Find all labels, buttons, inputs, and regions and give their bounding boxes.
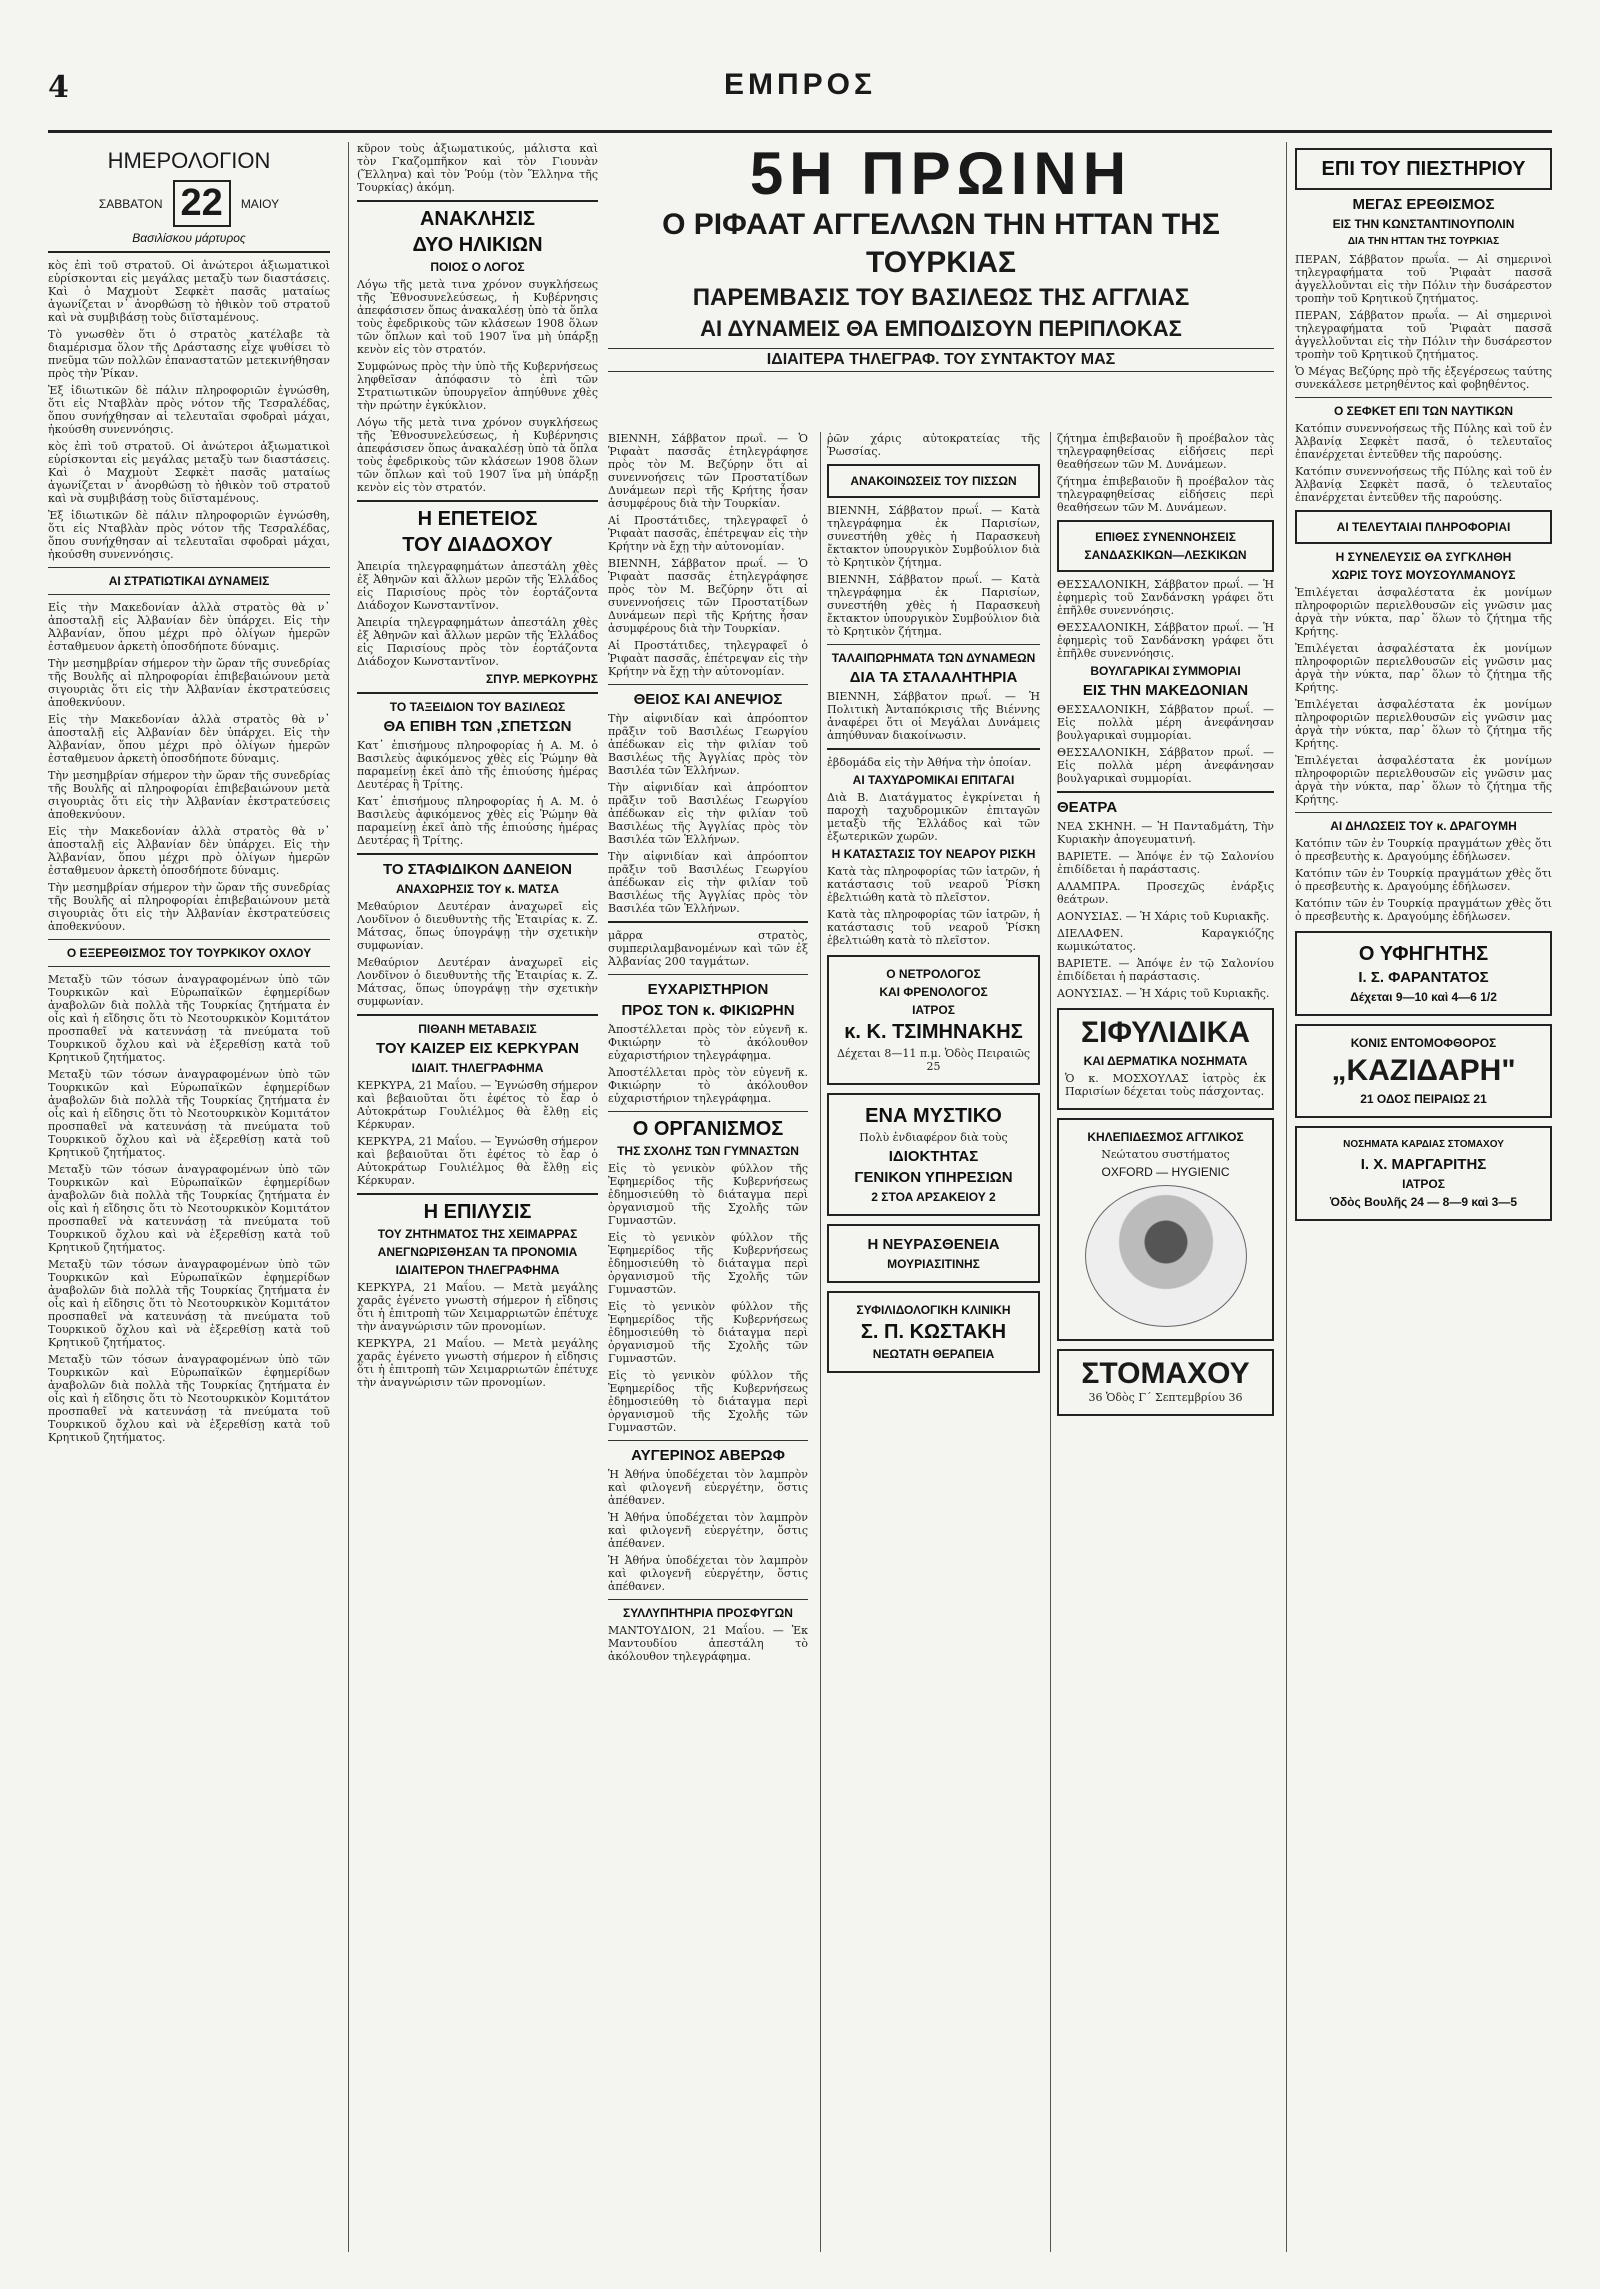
main-headline-4: ΑΙ ΔΥΝΑΜΕΙΣ ΘΑ ΕΜΠΟΔΙΣΟΥΝ ΠΕΡΙΠΛΟΚΑΣ [700,316,1182,341]
subheadline: ΙΔΙΑΙΤΕΡΟΝ ΤΗΛΕΓΡΑΦΗΜΑ [395,1263,560,1277]
column-3 [608,432,808,2252]
subheadline: ΤΗΣ ΣΧΟΛΗΣ ΤΩΝ ΓΥΜΝΑΣΤΩΝ [617,1144,799,1158]
article-text: ΒΙΕΝΝΗ, Σάββατον πρωΐ. — Κατὰ τηλεγράφημα ἐκ Παρισίων, συνεστήθη χθὲς ἡ Παρασκευὴ ἔκτακτον ὑπουργικὸν Συμβούλιον διὰ τὸ Κρητικὸν ζήτημα. [827,504,1040,569]
headline: ΜΕΓΑΣ ΕΡΕΘΙΣΜΟΣ [1352,196,1495,213]
article-text: Ἀποστέλλεται πρὸς τὸν εὐγενῆ κ. Φικιώρην τὸ ἀκόλουθον εὐχαριστήριον τηλεγράφημα. [608,1023,808,1062]
subheadline: ΔΙΑ ΤΗΝ ΗΤΤΑΝ ΤΗΣ ΤΟΥΡΚΙΑΣ [1347,236,1500,247]
headline: ΣΑΝΔΑΣΚΙΚΩΝ—ΛΕΣΚΙΚΩΝ [1084,548,1247,562]
article-text: ΝΕΑ ΣΚΗΝΗ. — Ἡ Πανταδμάτη, Τὴν Κυριακὴν ἀπογευματινή. [1057,820,1274,846]
headline: ΕΥΧΑΡΙΣΤΗΡΙΟΝ [647,981,769,998]
article-text: Ἀποστέλλεται πρὸς τὸν εὐγενῆ κ. Φικιώρην τὸ ἀκόλουθον εὐχαριστήριον τηλεγράφημα. [608,1066,808,1105]
main-headline-2: Ο ΡΙΦΑΑΤ ΑΓΓΕΛΛΩΝ ΤΗΝ ΗΤΤΑΝ ΤΗΣ ΤΟΥΡΚΙΑΣ [662,208,1220,279]
headline: ΤΟΥ ΚΑΙΖΕΡ ΕΙΣ ΚΕΡΚΥΡΑΝ [375,1040,580,1057]
calendar-title: ΗΜΕΡΟΛΟΓΙΟΝ [107,148,271,173]
ad-name: Ι. Σ. ΦΑΡΑΝΤΑΤΟΣ [1358,969,1489,986]
headline: ΑΝΑΚΛΗΣΙΣ [419,208,536,230]
article-text: Κατ᾿ ἐπισήμους πληροφορίας ἡ Α. Μ. ὁ Βασιλεὺς ἀφικόμενος χθὲς εἰς Ῥώμην θὰ παραμείνῃ ἐκεῖ ἀπὸ τῆς ἐπιούσης ἡμέρας Δευτέρας ἢ Τρίτης. [357,739,598,791]
ad-line: ΝΕΩΤΑΤΗ ΘΕΡΑΠΕΙΑ [872,1347,995,1361]
ad-title: Η ΝΕΥΡΑΣΘΕΝΕΙΑ [867,1236,1000,1253]
headline: ΔΥΟ ΗΛΙΚΙΩΝ [412,234,543,256]
article-text: ΑΟΝΥΣΙΑΣ. — Ἡ Χάρις τοῦ Κυριακῆς. [1057,987,1270,1000]
article-text: Κατόπιν τῶν ἐν Τουρκίᾳ πραγμάτων χθὲς ὅτι ὁ πρεσβευτὴς κ. Δραγούμης ἐδήλωσεν. [1295,837,1552,863]
ad-syphilis [1057,1008,1274,1110]
article-text: Ἐπιλέγεται ἀσφαλέστατα ἐκ μονίμων πληροφοριῶν περιελθουσῶν εἰς γνῶσιν μας ἀργὰ τὴν νύκτα, παρ᾿ ὅλων τὸ ζήτημα τῆς Κρήτης. [1295,586,1552,638]
section-heading: ΑΙ ΣΤΡΑΤΙΩΤΙΚΑΙ ΔΥΝΑΜΕΙΣ [108,574,270,588]
article-text: μᾶρρα στρατὸς, συμπεριλαμβανομένων καὶ τῶν ἐξ Ἀλβανίας 200 ταγμάτων. [608,929,808,968]
article-text: ΒΙΕΝΝΗ, Σάββατον πρωΐ. — Ὁ Ῥιφαὰτ πασσᾶς ἐτηλεγράφησε πρὸς τὸν Μ. Βεζύρην ὅτι αἱ συνεννοήσεις τῶν Προστατίδων Δυνάμεων περὶ τῆς Κρήτης ἦσαν ἀσυμφέρους διὰ τὴν Τουρκίαν. [608,557,808,635]
article-text: Εἰς τὸ γενικὸν φύλλον τῆς Ἐφημερίδος τῆς Κυβερνήσεως ἐδημοσιεύθη τὸ διάταγμα περὶ ὀργανισμοῦ τῆς Σχολῆς τῶν Γυμναστῶν. [608,1162,808,1227]
article-text: Τὴν μεσημβρίαν σήμερον τὴν ὥραν τῆς συνεδρίας τῆς Βουλῆς αἱ πληροφορίαι ἐπιβεβαιώνουν μετὰ σιγουριὰς ὅτι εἰς τὴν Ἀλβανίαν ἐκστρατεύσεις ἀποθεκνύουν. [48,881,330,933]
article-text: ῥῶν χάρις αὐτοκρατείας τῆς Ῥωσσίας. [827,432,1040,458]
paper-name: ΕΜΠΡΟΣ [723,68,876,101]
article-text: ΔΙΕΛΑΦΕΝ. Καραγκιόζης κωμικώτατος. [1057,927,1274,953]
article-text: Εἰς τὸ γενικὸν φύλλον τῆς Ἐφημερίδος τῆς Κυβερνήσεως ἐδημοσιεύθη τὸ διάταγμα περὶ ὀργανισμοῦ τῆς Σχολῆς τῶν Γυμναστῶν. [608,1231,808,1296]
article-text: Μεθαύριον Δευτέραν ἀναχωρεῖ εἰς Λονδῖνον ὁ διευθυντὴς τῆς Ἑταιρίας κ. Ζ. Μάτσας, ὅπως ὑπογράψῃ τὴν σχετικὴν συμφωνίαν. [357,900,598,952]
article-text: ΚΕΡΚΥΡΑ, 21 Μαΐου. — Ἐγνώσθη σήμερον καὶ βεβαιοῦται ὅτι ἐφέτος τὸ ἔαρ ὁ Αὐτοκράτωρ Γουλιέλμος θὰ ἔλθῃ εἰς Κέρκυραν. [357,1079,598,1131]
article-text: Εἰς τὴν Μακεδονίαν ἀλλὰ στρατὸς θὰ ν᾿ ἀποσταλῇ εἰς Ἀλβανίαν δὲν ὑπάρχει. Εἰς τὴν Ἀλβανίαν, ὅπου μέχρι πρὸ ὀλίγων ἡμερῶν ἐσταθμευον ἀρκετὴ ὀποσδήποτε δύναμις. [48,713,330,765]
article-text: Ἀπειρία τηλεγραφημάτων ἀπεστάλη χθὲς ἐξ Ἀθηνῶν καὶ ἄλλων μερῶν τῆς Ἑλλάδος εἰς Παρισίους πρὸς τὸν ἑορτάζοντα Διάδοχον Κωνσταντῖνον. [357,616,598,668]
article-text: Κατόπιν τῶν ἐν Τουρκίᾳ πραγμάτων χθὲς ὅτι ὁ πρεσβευτὴς κ. Δραγούμης ἐδήλωσεν. [1295,897,1552,923]
headline: ΑΙ ΤΕΛΕΥΤΑΙΑΙ ΠΛΗΡΟΦΟΡΙΑΙ [1336,520,1511,534]
ad-line: ΚΑΙ ΔΕΡΜΑΤΙΚΑ ΝΟΣΗΜΑΤΑ [1083,1054,1248,1068]
article-text: Μεταξὺ τῶν τόσων ἀναγραφομένων ὑπὸ τῶν Τουρκικῶν καὶ Εὐρωπαϊκῶν ἐφημερίδων ἀναβολῶν διὰ πολλὰ τῆς Τουρκίας ζητήματα ἐν οἷς καὶ ἡ εἴδησις ὅτι τὸ Νεοτουρκικὸν Κομιτάτον προσπαθεῖ νὰ κατευνάσῃ τὰ πνεύματα τοῦ Τουρκικοῦ ὄχλου καὶ νὰ ἐξερεθίσῃ κατὰ τοῦ Κρητικοῦ ζητήματος. [48,973,330,1064]
ad-name: Ι. Χ. ΜΑΡΓΑΡΙΤΗΣ [1360,1156,1487,1173]
ad-line: ΜΟΥΡΙΑΣΙΤΙΝΗΣ [887,1257,980,1271]
headline: ΕΠΙ ΤΟΥ ΠΙΕΣΤΗΡΙΟΥ [1321,158,1526,180]
ad-line: ΣΥΦΙΛΙΔΟΛΟΓΙΚΗ ΚΛΙΝΙΚΗ [856,1303,1011,1317]
ad-line: Δέχεται 8—11 π.μ. Ὁδὸς Πειραιῶς 25 [837,1047,1030,1073]
article-text: Ἡ Ἀθήνα ὑποδέχεται τὸν λαμπρὸν καὶ φιλογενῆ εὐεργέτην, ὅστις ἀπέθανεν. [608,1468,808,1507]
headline: Ο ΟΡΓΑΝΙΣΜΟΣ [632,1118,784,1140]
article-text: ΒΑΡΙΕΤΕ. — Ἀπόψε ἐν τῷ Σαλονίου ἐπιδίδεται ἡ παράστασις. [1057,850,1274,876]
ad-title: Ο ΥΦΗΓΗΤΗΣ [1358,943,1489,965]
ad-title: ΣΤΟΜΑΧΟΥ [1081,1357,1250,1390]
article-text: Ἡ Ἀθήνα ὑποδέχεται τὸν λαμπρὸν καὶ φιλογενῆ εὐεργέτην, ὅστις ἀπέθανεν. [608,1511,808,1550]
headline: ΔΙΑ ΤΑ ΣΤΑΛΑΛΗΤΗΡΙΑ [849,669,1018,686]
headline: Η ΚΑΤΑΣΤΑΣΙΣ ΤΟΥ ΝΕΑΡΟΥ ΡΙΣΚΗ [831,847,1036,861]
article-text: Μεθαύριον Δευτέραν ἀναχωρεῖ εἰς Λονδῖνον ὁ διευθυντὴς τῆς Ἑταιρίας κ. Ζ. Μάτσας, ὅπως ὑπογράψῃ τὴν σχετικὴν συμφωνίαν. [357,956,598,1008]
headline: ΒΟΥΛΓΑΡΙΚΑΙ ΣΥΜΜΟΡΙΑΙ [1090,664,1241,678]
subheadline: ΑΝΑΧΩΡΗΣΙΣ ΤΟΥ κ. ΜΑΤΣΑ [395,882,560,896]
article-text: Κατόπιν συνεννοήσεως τῆς Πύλης καὶ τοῦ ἐν Ἀλβανίᾳ Σεφκὲτ πασᾶ, ὁ τελευταῖος ἐπανέρχεται ἐντεῦθεν τῆς παρούσης. [1295,465,1552,504]
headline: ΤΟΥ ΖΗΤΗΜΑΤΟΣ ΤΗΣ ΧΕΙΜΑΡΡΑΣ [377,1227,578,1241]
article-text: Εἰς τὸ γενικὸν φύλλον τῆς Ἐφημερίδος τῆς Κυβερνήσεως ἐδημοσιεύθη τὸ διάταγμα περὶ ὀργανισμοῦ τῆς Σχολῆς τῶν Γυμναστῶν. [608,1369,808,1434]
article-text: Κατὰ τὰς πληροφορίας τῶν ἰατρῶν, ἡ κατάστασις τοῦ νεαροῦ Ῥίσκη ἐβελτιώθη κατὰ τὸ πλεῖστον. [827,908,1040,947]
article-text: ΘΕΣΣΑΛΟΝΙΚΗ, Σάββατον πρωΐ. — Εἰς πολλὰ μέρη ἀνεφάνησαν βουλγαρικαὶ συμμορίαι. [1057,703,1274,742]
article-text: ΒΙΕΝΝΗ, Σάββατον πρωΐ. — Ὁ Ῥιφαὰτ πασσᾶς ἐτηλεγράφησε πρὸς τὸν Μ. Βεζύρην ὅτι αἱ συνεννοήσεις τῶν Προστατίδων Δυνάμεων περὶ τῆς Κρήτης ἦσαν ἀσυμφέρους διὰ τὴν Τουρκίαν. [608,432,808,510]
article-text: κῦρον τοὺς ἀξιωματικούς, μάλιστα καὶ τὸν Γκαζομπῆκον καὶ τὸν Γιουνὰν (Ἕλληνα) καὶ τὸν Ῥούμ (τὸν Ἕλληνα τῆς Τουρκίας) ἀκόμη. [357,142,598,194]
article-text: ἐβδομάδα εἰς τὴν Ἀθήνα τὴν ὁποίαν. [827,756,1032,769]
article-text: ΠΕΡΑΝ, Σάββατον πρωΐα. — Αἱ σημερινοὶ τηλεγραφήματα τοῦ Ῥιφαὰτ πασσᾶ ἀγγελλοῦνται εἰς τὴν Πόλιν τὴν δυσάρεστον τροπὴν τοῦ Κρητικοῦ ζητήματος. [1295,253,1552,305]
headline: ΕΙΣ ΤΗΝ ΜΑΚΕΔΟΝΙΑΝ [1082,682,1249,699]
ad-title: „ΚΑΖΙΔΑΡΗ" [1331,1054,1516,1087]
ad-title: Σ. Π. ΚΩΣΤΑΚΗ [860,1321,1007,1343]
main-headline-5: ΙΔΙΑΙΤΕΡΑ ΤΗΛΕΓΡΑΦ. ΤΟΥ ΣΥΝΤΑΚΤΟΥ ΜΑΣ [608,348,1274,372]
headline: ΑΙ ΔΗΛΩΣΕΙΣ ΤΟΥ κ. ΔΡΑΓΟΥΜΗ [1330,819,1517,833]
column-2 [348,142,598,2252]
calendar-month: ΜΑΙΟΥ [240,196,280,211]
article-text: Μεταξὺ τῶν τόσων ἀναγραφομένων ὑπὸ τῶν Τουρκικῶν καὶ Εὐρωπαϊκῶν ἐφημερίδων ἀναβολῶν διὰ πολλὰ τῆς Τουρκίας ζητήματα ἐν οἷς καὶ ἡ εἴδησις ὅτι τὸ Νεοτουρκικὸν Κομιτάτον προσπαθεῖ νὰ κατευνάσῃ τὰ πνεύματα τοῦ Τουρκικοῦ ὄχλου καὶ νὰ ἐξερεθίσῃ κατὰ τοῦ Κρητικοῦ ζητήματος. [48,1068,330,1159]
article-text: Ἐξ ἰδιωτικῶν δὲ πάλιν πληροφοριῶν ἐγνώσθη, ὅτι εἰς Νταβλὰν πρὸς νότον τῆς Τεσραλέδας, ὅπου συνήχθησαν αἱ τελευταῖαι σφοδραὶ μάχαι, ἠκούσθη συνεννόησις. [48,384,330,436]
article-text: ΘΕΣΣΑΛΟΝΙΚΗ, Σάββατον πρωΐ. — Ἡ ἐφημερὶς τοῦ Σανδάνσκη γράφει ὅτι ἐπῆλθε συνεννόησις. [1057,621,1274,660]
main-headline-block [608,142,1274,422]
ad-line: ΙΑΤΡΟΣ [912,1003,955,1017]
ad-line: ΓΕΝΙΚΟΝ ΥΠΗΡΕΣΙΩΝ [854,1169,1013,1186]
ad-insect-powder [1295,1024,1552,1118]
main-headline-3: ΠΑΡΕΜΒΑΣΙΣ ΤΟΥ ΒΑΣΙΛΕΩΣ ΤΗΣ ΑΓΓΛΙΑΣ [692,284,1190,311]
ad-truss [1057,1118,1274,1341]
article-text: Τὴν αἰφνιδίαν καὶ ἀπρόοπτον πρᾶξιν τοῦ Βασιλέως Γεωργίου ἀπέδωκαν εἰς τὴν φιλίαν τοῦ Βασιλέως τῆς Ἀγγλίας πρὸς τὸν Βασιλέα τῶν Ἑλλήνων. [608,712,808,777]
ad-stomach [1057,1349,1274,1416]
article-text: Αἱ Προστάτιδες, τηλεγραφεῖ ὁ Ῥιφαὰτ πασσᾶς, ἐπέτρεψαν εἰς τὴν Κρήτην νὰ ἔχῃ τὴν αὐτονομίαν. [608,514,808,553]
article-text: Τὴν αἰφνιδίαν καὶ ἀπρόοπτον πρᾶξιν τοῦ Βασιλέως Γεωργίου ἀπέδωκαν εἰς τὴν φιλίαν τοῦ Βασιλέως τῆς Ἀγγλίας πρὸς τὸν Βασιλέα τῶν Ἑλλήνων. [608,781,808,846]
ad-line: Δέχεται 9—10 καὶ 4—6 1/2 [1350,990,1497,1004]
ad-lecturer [1295,931,1552,1016]
article-text: κὸς ἐπὶ τοῦ στρατοῦ. Οἱ ἀνώτεροι ἀξιωματικοὶ εὑρίσκονται εἰς μεγάλας μεταξὺ των διαστάσεις. Καὶ ὁ Μαχμοὺτ Σεφκὲτ πασᾶς ματαίως ἀγωνίζεται ν᾿ ἀνορθώσῃ τὸ ἠθικὸν τοῦ στρατοῦ καὶ νὰ συμβιβάσῃ τοὺς διϊσταμένους. [48,259,330,324]
ad-text: Ὁ κ. ΜΟΣΧΟΥΛΑΣ ἰατρὸς ἐκ Παρισίων δέχεται τοὺς πάσχοντας. [1065,1072,1266,1098]
headline: ΧΩΡΙΣ ΤΟΥΣ ΜΟΥΣΟΥΛΜΑΝΟΥΣ [1331,568,1516,582]
article-text: Ἡ Ἀθήνα ὑποδέχεται τὸν λαμπρὸν καὶ φιλογενῆ εὐεργέτην, ὅστις ἀπέθανεν. [608,1554,808,1593]
article-text: Μεταξὺ τῶν τόσων ἀναγραφομένων ὑπὸ τῶν Τουρκικῶν καὶ Εὐρωπαϊκῶν ἐφημερίδων ἀναβολῶν διὰ πολλὰ τῆς Τουρκίας ζητήματα ἐν οἷς καὶ ἡ εἴδησις ὅτι τὸ Νεοτουρκικὸν Κομιτάτον προσπαθεῖ νὰ κατευνάσῃ τὰ πνεύματα τοῦ Τουρκικοῦ ὄχλου καὶ νὰ ἐξερεθίσῃ κατὰ τοῦ Κρητικοῦ ζητήματος. [48,1353,330,1444]
article-text: ΒΑΡΙΕΤΕ. — Ἀπόψε ἐν τῷ Σαλονίου ἐπιδίδεται ἡ παράστασις. [1057,957,1274,983]
ad-line: ΙΔΙΟΚΤΗΤΑΣ [888,1148,979,1165]
section-heading: Ο ΕΞΕΡΕΘΙΣΜΟΣ ΤΟΥ ΤΟΥΡΚΙΚΟΥ ΟΧΛΟΥ [66,946,312,960]
article-text: Μεταξὺ τῶν τόσων ἀναγραφομένων ὑπὸ τῶν Τουρκικῶν καὶ Εὐρωπαϊκῶν ἐφημερίδων ἀναβολῶν διὰ πολλὰ τῆς Τουρκίας ζητήματα ἐν οἷς καὶ ἡ εἴδησις ὅτι τὸ Νεοτουρκικὸν Κομιτάτον προσπαθεῖ νὰ κατευνάσῃ τὰ πνεύματα τοῦ Τουρκικοῦ ὄχλου καὶ νὰ ἐξερεθίσῃ κατὰ τοῦ Κρητικοῦ ζητήματος. [48,1258,330,1349]
headline: ΕΠΙΘΕΣ ΣΥΝΕΝΝΟΗΣΕΙΣ [1095,530,1236,544]
ad-line: 21 ΟΔΟΣ ΠΕΙΡΑΙΩΣ 21 [1360,1092,1487,1106]
calendar-weekday: ΣΑΒΒΑΤΟΝ [98,196,163,211]
ad-title: ΚΗΛΕΠΙΔΕΣΜΟΣ ΑΓΓΛΙΚΟΣ [1087,1130,1244,1144]
ad-line: ΚΑΙ ΦΡΕΝΟΛΟΓΟΣ [879,985,988,999]
ad-title: ΣΙΦΥΛΙΔΙΚΑ [1081,1016,1250,1049]
calendar-saint: Βασιλίσκου μάρτυρος [132,231,246,245]
headline: Ο ΣΕΦΚΕΤ ΕΠΙ ΤΩΝ ΝΑΥΤΙΚΩΝ [1334,404,1513,418]
article-text: Μεταξὺ τῶν τόσων ἀναγραφομένων ὑπὸ τῶν Τουρκικῶν καὶ Εὐρωπαϊκῶν ἐφημερίδων ἀναβολῶν διὰ πολλὰ τῆς Τουρκίας ζητήματα ἐν οἷς καὶ ἡ εἴδησις ὅτι τὸ Νεοτουρκικὸν Κομιτάτον προσπαθεῖ νὰ κατευνάσῃ τὰ πνεύματα τοῦ Τουρκικοῦ ὄχλου καὶ νὰ ἐξερεθίσῃ κατὰ τοῦ Κρητικοῦ ζητήματος. [48,1163,330,1254]
article-text: Ἀπειρία τηλεγραφημάτων ἀπεστάλη χθὲς ἐξ Ἀθηνῶν καὶ ἄλλων μερῶν τῆς Ἑλλάδος εἰς Παρισίους πρὸς τὸν ἑορτάζοντα Διάδοχον Κωνσταντῖνον. [357,560,598,612]
article-text: Κατόπιν τῶν ἐν Τουρκίᾳ πραγμάτων χθὲς ὅτι ὁ πρεσβευτὴς κ. Δραγούμης ἐδήλωσεν. [1295,867,1552,893]
article-text: ΜΑΝΤΟΥΔΙΟΝ, 21 Μαΐου. — Ἐκ Μαντουδίου ἀπεστάλη τὸ ἀκόλουθον τηλεγράφημα. [608,1624,808,1663]
headline: ΑΝΑΚΟΙΝΩΣΕΙΣ ΤΟΥ ΠΙΣΣΩΝ [850,474,1017,488]
article-text: Τὴν μεσημβρίαν σήμερον τὴν ὥραν τῆς συνεδρίας τῆς Βουλῆς αἱ πληροφορίαι ἐπιβεβαιώνουν μετὰ σιγουριὰς ὅτι εἰς τὴν Ἀλβανίαν ἐκστρατεύσεις ἀποθεκνύουν. [48,769,330,821]
ad-title: ΕΝΑ ΜΥΣΤΙΚΟ [865,1105,1002,1127]
headline: ΘΕΙΟΣ ΚΑΙ ΑΝΕΨΙΟΣ [633,691,783,708]
headline: ΣΥΛΛΥΠΗΤΗΡΙΑ ΠΡΟΣΦΥΓΩΝ [623,1606,793,1620]
article-text: ΑΛΑΜΠΡΑ. Προσεχῶς ἐνάρξις θεάτρων. [1057,880,1274,906]
ad-line: ΚΟΝΙΣ ΕΝΤΟΜΟΦΘΟΡΟΣ [1350,1036,1497,1050]
article-text: ζήτημα ἐπιβεβαιοῦν ἢ προέβαλον τὰς τηλεγραφηθείσας εἰδήσεις περὶ θεαθήσεων τῶν Μ. Δυνάμεων. [1057,475,1274,514]
article-text: Αἱ Προστάτιδες, τηλεγραφεῖ ὁ Ῥιφαὰτ πασσᾶς, ἐπέτρεψαν εἰς τὴν Κρήτην νὰ ἔχῃ τὴν αὐτονομίαν. [608,639,808,678]
calendar-day: 22 [173,180,231,227]
article-text: ΠΕΡΑΝ, Σάββατον πρωΐα. — Αἱ σημερινοὶ τηλεγραφήματα τοῦ Ῥιφαὰτ πασσᾶ ἀγγελλοῦνται εἰς τὴν Πόλιν τὴν δυσάρεστον τροπὴν τοῦ Κρητικοῦ ζητήματος. [1295,309,1552,361]
article-text: ΚΕΡΚΥΡΑ, 21 Μαΐου. — Μετὰ μεγάλης χαρᾶς ἐγένετο γνωστὴ σήμερον ἡ εἴδησις ὅτι ἡ ἐπιτροπὴ τῶν Χειμαρριωτῶν ἐπέτυχε τὴν ἀναγνώρισιν τῶν προνομίων. [357,1281,598,1333]
ad-line: OXFORD — HYGIENIC [1101,1165,1230,1179]
column-4 [820,432,1040,2252]
headline: ΑΥΓΕΡΙΝΟΣ ΑΒΕΡΩΦ [631,1447,785,1464]
ad-neurasthenia [827,1224,1040,1283]
article-text: Τὴν μεσημβρίαν σήμερον τὴν ὥραν τῆς συνεδρίας τῆς Βουλῆς αἱ πληροφορίαι ἐπιβεβαιώνουν μετὰ σιγουριὰς ὅτι εἰς τὴν Ἀλβανίαν ἐκστρατεύσεις ἀποθεκνύουν. [48,657,330,709]
article-text: ΘΕΣΣΑΛΟΝΙΚΗ, Σάββατον πρωΐ. — Ἡ ἐφημερὶς τοῦ Σανδάνσκη γράφει ὅτι ἐπῆλθε συνεννόησις. [1057,578,1274,617]
headline: ΠΙΘΑΝΗ ΜΕΤΑΒΑΣΙΣ [418,1022,537,1036]
article-text: ΑΟΝΥΣΙΑΣ. — Ἡ Χάρις τοῦ Κυριακῆς. [1057,910,1270,923]
article-text: Λόγω τῆς μετὰ τινα χρόνον συγκλήσεως τῆς Ἐθνοσυνελεύσεως, ἡ Κυβέρνησις ἀπεφάσισεν ὅπως ἀνακαλέσῃ ὑπὸ τὰ ὅπλα τοὺς ἐφεδρικοὺς τῶν κλάσεων 1908 ὅλων τῶν ὅπλων καὶ τοῦ 1907 ἵνα μὴ ὑπάρξῃ κενὸν εἰς τὸν στρατόν. [357,278,598,356]
headline: Η ΕΠΙΛΥΣΙΣ [423,1201,532,1223]
signature: ΣΠΥΡ. ΜΕΡΚΟΥΡΗΣ [485,672,598,686]
ad-name: κ. Κ. ΤΣΙΜΗΝΑΚΗΣ [844,1021,1023,1043]
heading-box [1295,148,1552,190]
article-text: Εἰς τὸ γενικὸν φύλλον τῆς Ἐφημερίδος τῆς Κυβερνήσεως ἐδημοσιεύθη τὸ διάταγμα περὶ ὀργανισμοῦ τῆς Σχολῆς τῶν Γυμναστῶν. [608,1300,808,1365]
column-5 [1050,432,1274,2252]
article-text: κὸς ἐπὶ τοῦ στρατοῦ. Οἱ ἀνώτεροι ἀξιωματικοὶ εὑρίσκονται εἰς μεγάλας μεταξὺ των διαστάσεις. Καὶ ὁ Μαχμοὺτ Σεφκὲτ πασᾶς ματαίως ἀγωνίζεται ν᾿ ἀνορθώσῃ τὸ ἠθικὸν τοῦ στρατοῦ καὶ νὰ συμβιβάσῃ τοὺς διϊσταμένους. [48,440,330,505]
article-text: Κατ᾿ ἐπισήμους πληροφορίας ἡ Α. Μ. ὁ Βασιλεὺς ἀφικόμενος χθὲς εἰς Ῥώμην θὰ παραμείνῃ ἐκεῖ ἀπὸ τῆς ἐπιούσης ἡμέρας Δευτέρας ἢ Τρίτης. [357,795,598,847]
heading-box [827,464,1040,498]
article-text: Λόγω τῆς μετὰ τινα χρόνον συγκλήσεως τῆς Ἐθνοσυνελεύσεως, ἡ Κυβέρνησις ἀπεφάσισεν ὅπως ἀνακαλέσῃ ὑπὸ τὰ ὅπλα τοὺς ἐφεδρικοὺς τῶν κλάσεων 1908 ὅλων τῶν ὅπλων καὶ τοῦ 1907 ἵνα μὴ ὑπάρξῃ κενὸν εἰς τὸν στρατόν. [357,416,598,494]
article-text: Εἰς τὴν Μακεδονίαν ἀλλὰ στρατὸς θὰ ν᾿ ἀποσταλῇ εἰς Ἀλβανίαν δὲν ὑπάρχει. Εἰς τὴν Ἀλβανίαν, ὅπου μέχρι πρὸ ὀλίγων ἡμερῶν ἐσταθμευον ἀρκετὴ ὀποσδήποτε δύναμις. [48,601,330,653]
ad-line: Πολὺ ἐνδιαφέρον διὰ τοὺς [859,1131,1008,1144]
ad-line: 36 Ὁδὸς Γ΄ Σεπτεμβρίου 36 [1088,1391,1243,1404]
page-number: 4 [48,70,69,105]
article-text: Ἐπιλέγεται ἀσφαλέστατα ἐκ μονίμων πληροφοριῶν περιελθουσῶν εἰς γνῶσιν μας ἀργὰ τὴν νύκτα, παρ᾿ ὅλων τὸ ζήτημα τῆς Κρήτης. [1295,698,1552,750]
article-text: Τὸ γνωσθὲν ὅτι ὁ στρατὸς κατέλαβε τὰ διαμέρισμα ὅλον τῆς Δράστασης εἶχε ψυθίσει τὸ πνεῦμα τῶν πολλῶν ἐπαναστατῶν μετεκινήθησαν πρὸς τὴν Ῥίκαν. [48,328,330,380]
column-7 [1286,142,1552,2252]
headline: ΠΡΟΣ ΤΟΝ κ. ΦΙΚΙΩΡΗΝ [621,1002,795,1019]
ad-line: 2 ΣΤΟΑ ΑΡΣΑΚΕΙΟΥ 2 [871,1190,996,1204]
ad-line: Νεώτατου συστήματος [1101,1148,1230,1161]
article-text: ΚΕΡΚΥΡΑ, 21 Μαΐου. — Ἐγνώσθη σήμερον καὶ βεβαιοῦται ὅτι ἐφέτος τὸ ἔαρ ὁ Αὐτοκράτωρ Γουλιέλμος θὰ ἔλθῃ εἰς Κέρκυραν. [357,1135,598,1187]
article-text: ΒΙΕΝΝΗ, Σάββατον πρωΐ. — Κατὰ τηλεγράφημα ἐκ Παρισίων, συνεστήθη χθὲς ἡ Παρασκευὴ ἔκτακτον ὑπουργικὸν Συμβούλιον διὰ τὸ Κρητικὸν ζήτημα. [827,573,1040,638]
article-text: Τὴν αἰφνιδίαν καὶ ἀπρόοπτον πρᾶξιν τοῦ Βασιλέως Γεωργίου ἀπέδωκαν εἰς τὴν φιλίαν τοῦ Βασιλέως τῆς Ἀγγλίας πρὸς τὸν Βασιλέα τῶν Ἑλλήνων. [608,850,808,915]
article-text: Κατὰ τὰς πληροφορίας τῶν ἰατρῶν, ἡ κατάστασις τοῦ νεαροῦ Ῥίσκη ἐβελτιώθη κατὰ τὸ πλεῖστον. [827,865,1040,904]
truss-illustration-icon [1085,1185,1247,1327]
article-text: Ἐπιλέγεται ἀσφαλέστατα ἐκ μονίμων πληροφοριῶν περιελθουσῶν εἰς γνῶσιν μας ἀργὰ τὴν νύκτα, παρ᾿ ὅλων τὸ ζήτημα τῆς Κρήτης. [1295,754,1552,806]
masthead [48,60,1552,133]
article-text: ζήτημα ἐπιβεβαιοῦν ἢ προέβαλον τὰς τηλεγραφηθείσας εἰδήσεις περὶ θεαθήσεων τῶν Μ. Δυνάμεων. [1057,432,1274,471]
ad-line: Ο ΝΕΤΡΟΛΟΓΟΣ [886,967,981,981]
subheadline: ΑΝΕΓΝΩΡΙΣΘΗΣΑΝ ΤΑ ΠΡΟΝΟΜΙΑ [377,1245,578,1259]
ad-line: Ὁδὸς Βουλῆς 24 — 8—9 καὶ 3—5 [1329,1195,1518,1209]
headline: Η ΕΠΕΤΕΙΟΣ [417,508,538,530]
subheadline: ΙΔΙΑΙΤ. ΤΗΛΕΓΡΑΦΗΜΑ [411,1061,544,1075]
article-text: ΚΕΡΚΥΡΑ, 21 Μαΐου. — Μετὰ μεγάλης χαρᾶς ἐγένετο γνωστὴ σήμερον ἡ εἴδησις ὅτι ἡ ἐπιτροπὴ τῶν Χειμαρριωτῶν ἐπέτυχε τὴν ἀναγνώρισιν τῶν προνομίων. [357,1337,598,1389]
headline: ΤΑΛΑΙΠΩΡΗΜΑΤΑ ΤΩΝ ΔΥΝΑΜΕΩΝ [831,651,1036,665]
article-text: Κατόπιν συνεννοήσεως τῆς Πύλης καὶ τοῦ ἐν Ἀλβανίᾳ Σεφκὲτ πασᾶ, ὁ τελευταῖος ἐπανέρχεται ἐντεῦθεν τῆς παρούσης. [1295,422,1552,461]
article-text: Συμφώνως πρὸς τὴν ὑπὸ τῆς Κυβερνήσεως ληφθεῖσαν ἀπόφασιν τὸ ἐπὶ τῶν Στρατιωτικῶν ὑπουργεῖον ἀπηύθυνε χθὲς τὴν πρώτην ἐγκύκλιον. [357,360,598,412]
headline: ΤΟ ΤΑΞΕΙΔΙΟΝ ΤΟΥ ΒΑΣΙΛΕΩΣ [389,700,566,714]
article-text: Εἰς τὴν Μακεδονίαν ἀλλὰ στρατὸς θὰ ν᾿ ἀποσταλῇ εἰς Ἀλβανίαν δὲν ὑπάρχει. Εἰς τὴν Ἀλβανίαν, ὅπου μέχρι πρὸ ὀλίγων ἡμερῶν ἐσταθμευον ἀρκετὴ ὀποσδήποτε δύναμις. [48,825,330,877]
calendar-date [48,180,330,227]
headline: ΤΟ ΣΤΑΦΙΔΙΚΟΝ ΔΑΝΕΙΟΝ [382,861,572,878]
headline: ΕΙΣ ΤΗΝ ΚΩΝΣΤΑΝΤΙΝΟΥΠΟΛΙΝ [1332,217,1515,231]
article-text: Ὁ Μέγας Βεζύρης πρὸ τῆς ἐξεγέρσεως ταύτης συνεκάλεσε μετρηθέντος καὶ φοβηθέντος. [1295,365,1552,391]
headline: Η ΣΥΝΕΛΕΥΣΙΣ ΘΑ ΣΥΓΚΛΗΘΗ [1335,550,1512,564]
newspaper-page [48,60,1552,2260]
ad-clinic [827,1291,1040,1373]
article-text: ΒΙΕΝΝΗ, Σάββατον πρωΐ. — Ἡ Πολιτικὴ Ἀνταπόκρισις τῆς Βιέννης ἀναφέρει ὅτι οἱ Μεγάλαι Δυνάμεις ἀπηύθυναν διακοίνωσιν. [827,690,1040,742]
article-text: Διὰ Β. Διατάγματος ἐγκρίνεται ἡ παροχὴ ταχυδρομικῶν ἐπιταγῶν μεταξὺ τῆς Ἑλλάδος καὶ τῶν ἐξωτερικῶν χωρῶν. [827,791,1040,843]
headline: ΤΟΥ ΔΙΑΔΟΧΟΥ [402,534,553,556]
subheadline: ΠΟΙΟΣ Ο ΛΟΓΟΣ [430,260,525,274]
ad-doctor [827,955,1040,1085]
ad-secret [827,1093,1040,1216]
article-text: Ἐξ ἰδιωτικῶν δὲ πάλιν πληροφοριῶν ἐγνώσθη, ὅτι εἰς Νταβλὰν πρὸς νότον τῆς Τεσραλέδας, ὅπου συνήχθησαν αἱ τελευταῖαι σφοδραὶ μάχαι, ἠκούσθη συνεννόησις. [48,509,330,561]
ad-margaritis [1295,1126,1552,1221]
ad-line: ΙΑΤΡΟΣ [1402,1177,1445,1191]
article-text: Ἐπιλέγεται ἀσφαλέστατα ἐκ μονίμων πληροφοριῶν περιελθουσῶν εἰς γνῶσιν μας ἀργὰ τὴν νύκτα, παρ᾿ ὅλων τὸ ζήτημα τῆς Κρήτης. [1295,642,1552,694]
heading-box [1057,520,1274,572]
main-headline: 5Η ΠΡΩΙΝΗ [749,142,1133,207]
article-text: ΘΕΣΣΑΛΟΝΙΚΗ, Σάββατον πρωΐ. — Εἰς πολλὰ μέρη ἀνεφάνησαν βουλγαρικαὶ συμμορίαι. [1057,746,1274,785]
heading-box [1295,510,1552,544]
ad-line: ΝΟΣΗΜΑΤΑ ΚΑΡΔΙΑΣ ΣΤΟΜΑΧΟΥ [1343,1139,1504,1150]
headline: ΘΑ ΕΠΙΒΗ ΤΩΝ ,ΣΠΕΤΣΩΝ [383,718,572,735]
column-1 [48,142,330,2252]
headline: ΘΕΑΤΡΑ [1057,799,1118,816]
headline: ΑΙ ΤΑΧΥΔΡΟΜΙΚΑΙ ΕΠΙΤΑΓΑΙ [852,773,1015,787]
